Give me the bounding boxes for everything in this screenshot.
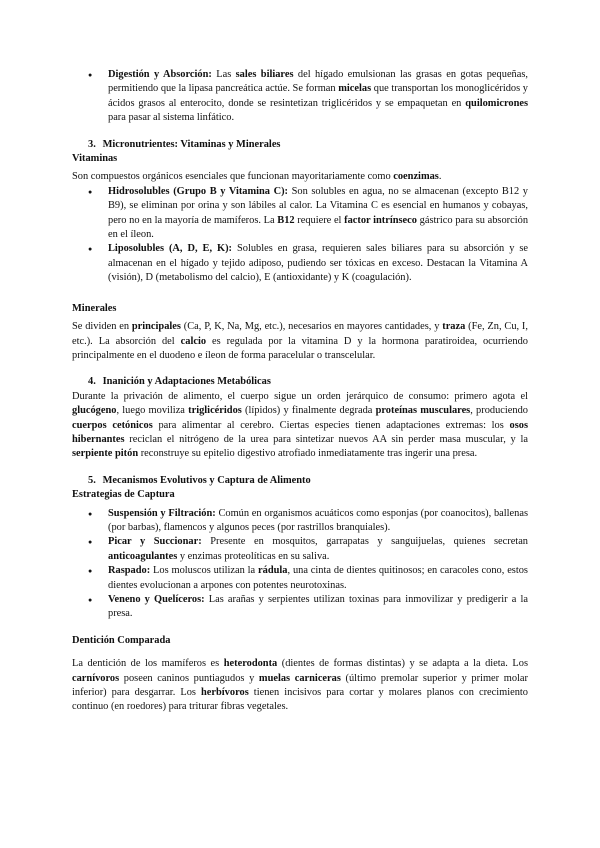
digestion-text: Las sales biliares del hígado emulsionan las grasas en gotas pequeñas, permitiendo que la lipasa pancreática actúe. Se forman micelas que transportan los monoglicéridos y ácidos grasos al enterocito, donde se resintetizan triglicéridos y se empaquetan en quilomicrones para pasar al sistema linfático. (108, 69, 528, 124)
section-4-text: Durante la privación de alimento, el cuerpo sigue un orden jerárquico de consumo: primero agota el glucógeno, luego moviliza triglicéridos (lípidos) y finalmente degrada proteínas musculares, produciendo cuerpos cetónicos para alimentar al cerebro. Ciertas especies tienen adaptaciones extremas: los osos hibernantes reciclan el nitrógeno de la urea para sintetizar nuevos AA sin perder masa muscular, y la serpiente pitón reconstruye su epitelio digestivo atrofiado inmediatamente tras ingerir una presa. (72, 390, 528, 460)
list-item (72, 593, 528, 622)
minerals-text: Se dividen en principales (Ca, P, K, Na, Mg, etc.), necesarios en mayores cantidades, y traza (Fe, Zn, Cu, I, etc.). La absorción del calcio es regulada por la vitamina D y la hormona paratiroidea, ocurriendo principalmente en el duodeno e íleon de forma paracelular o transcelular. (72, 321, 528, 361)
item-term: Suspensión y Filtración: (108, 507, 216, 519)
section-4-heading (72, 375, 528, 389)
bold-term: calcio (180, 335, 207, 347)
section-4-title: Inanición y Adaptaciones Metabólicas (102, 376, 271, 388)
item-term: Raspado: (108, 565, 151, 577)
minerals-heading: Minerales (72, 302, 117, 314)
digestion-list (72, 68, 528, 126)
bold-term: carnívoros (72, 672, 120, 684)
item-text: Los moluscos utilizan la rádula, una cinta de dientes quitinosos; en caracoles cono, estos dientes evolucionan a arpones con potentes neurotoxinas. (108, 565, 528, 591)
strategies-list (72, 507, 528, 622)
item-term: Picar y Succionar: (108, 536, 202, 548)
list-item (72, 242, 528, 285)
section-5-number: 5. (88, 474, 96, 486)
bold-term: proteínas musculares (375, 405, 471, 417)
section-3-heading (72, 138, 528, 152)
item-term: Liposolubles (A, D, E, K): (108, 243, 233, 255)
bold-term: muelas carniceras (258, 672, 341, 684)
dentition-heading: Dentición Comparada (72, 634, 171, 646)
strategies-heading: Estrategias de Captura (72, 489, 175, 501)
vitamins-intro: Son compuestos orgánicos esenciales que funcionan mayoritariamente como coenzimas. (72, 171, 442, 183)
bold-term: B12 (277, 214, 295, 226)
bold-term: coenzimas (393, 171, 439, 183)
bold-term: cuerpos cetónicos (72, 419, 153, 431)
section-3-title: Micronutrientes: Vitaminas y Minerales (102, 138, 281, 150)
list-item (72, 564, 528, 593)
section-4-number: 4. (88, 376, 96, 388)
bold-term: glucógeno (72, 405, 117, 417)
vitamins-heading: Vitaminas (72, 153, 118, 165)
section-3-number: 3. (88, 138, 96, 150)
bold-term: quilomicrones (465, 97, 528, 109)
bold-term: anticoagulantes (108, 550, 178, 562)
item-text: Son solubles en agua, no se almacenan (excepto B12 y B9), se eliminan por orina y son lábiles al calor. La Vitamina C es esencial en humanos y cobayas, pero no en la mayoría de mamíferos. La B12 requiere el factor intrínseco gástrico para su absorción en el íleon. (108, 185, 529, 241)
bold-term: sales biliares (235, 69, 294, 80)
bold-term: traza (442, 321, 466, 333)
bold-term: micelas (338, 83, 372, 95)
item-text: Presente en mosquitos, garrapatas y sanguijuelas, quienes secretan anticoagulantes y enzimas proteolíticas en su saliva. (108, 536, 529, 562)
dentition-text: La dentición de los mamíferos es heterodonta (dientes de formas distintas) y se adapta a la dieta. Los carnívoros poseen caninos puntiagudos y muelas carniceras (último premolar superior y primer molar inferior) para desgarrar. Los herbívoros tienen incisivos para cortar y molares planos con crecimiento continuo (en roedores) para triturar fibras vegetales. (72, 658, 529, 713)
bold-term: osos hibernantes (72, 419, 528, 445)
bold-term: serpiente pitón (72, 448, 139, 460)
item-text: Las arañas y serpientes utilizan toxinas para inmovilizar y predigerir a la presa. (108, 594, 528, 620)
item-text: Común en organismos acuáticos como esponjas (por coanocitos), ballenas (por barbas), flamencos y algunos peces (por rastrillos branquiales). (108, 507, 528, 533)
list-item (72, 185, 528, 243)
item-text: Solubles en grasa, requieren sales biliares para su absorción y se almacenan en el hígado y tejido adiposo, pudiendo ser tóxicas en exceso. Destacan la Vitamina A (visión), D (metabolismo del calcio), E (antioxidante) y K (coagulación). (108, 243, 528, 284)
bold-term: principales (131, 321, 181, 333)
digestion-term: Digestión y Absorción: (108, 69, 212, 80)
list-item (72, 535, 528, 564)
item-term: Hidrosolubles (Grupo B y Vitamina C): (108, 185, 289, 197)
digestion-item (72, 68, 528, 126)
bold-term: herbívoros (201, 687, 249, 699)
section-5-heading (72, 474, 528, 488)
bold-term: triglicéridos (188, 405, 242, 417)
bold-term: rádula (258, 565, 288, 577)
bold-term: factor intrínseco (344, 214, 417, 226)
section-5-title: Mecanismos Evolutivos y Captura de Alimento (102, 474, 311, 486)
list-item (72, 507, 528, 536)
item-term: Veneno y Quelíceros: (108, 594, 205, 605)
vitamins-list (72, 185, 528, 286)
bold-term: heterodonta (223, 658, 278, 670)
